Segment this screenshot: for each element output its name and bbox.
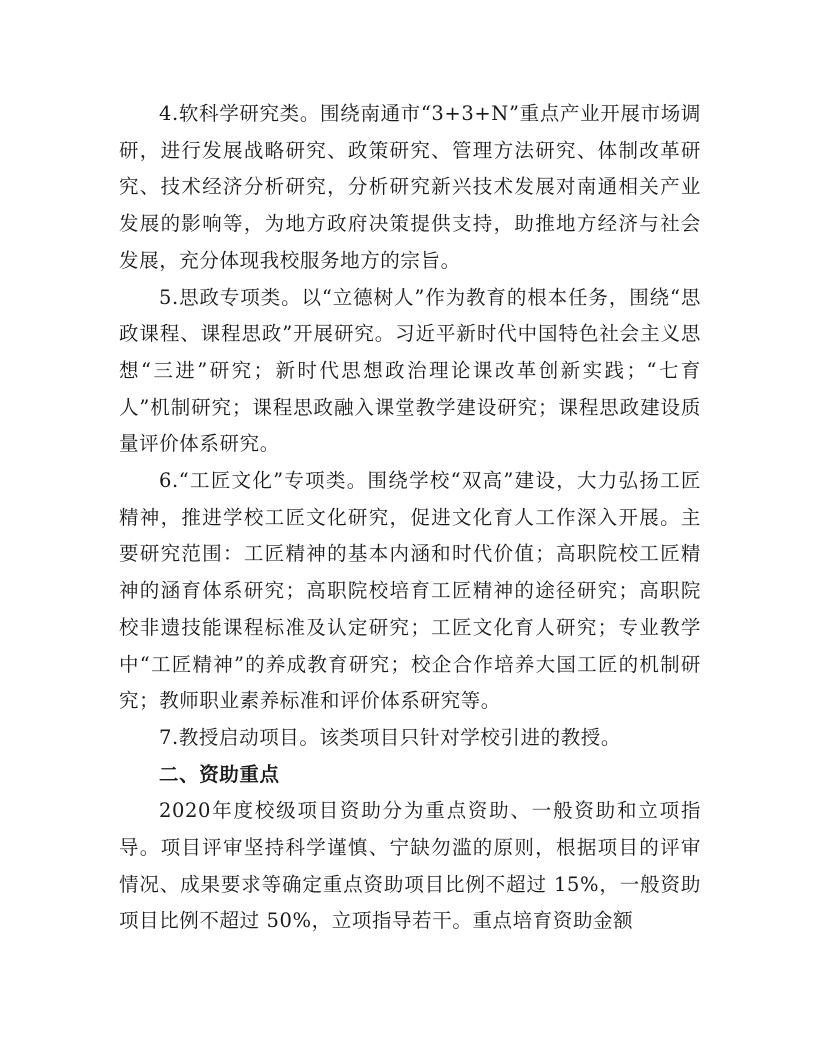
paragraph-soft-science: 4.软科学研究类。围绕南通市“3+3+N”重点产业开展市场调研，进行发展战略研究、政策研究、管理方法研究、体制改革研究、技术经济分析研究，分析研究新兴技术发展对南通相关产业发展的影响等，为地方政府决策提供支持，助推地方经济与社会发展，充分体现我校服务地方的宗旨。 [119,102,701,272]
paragraph-funding-details: 2020年度校级项目资助分为重点资助、一般资助和立项指导。项目评审坚持科学谨慎、宁缺勿滥的原则，根据项目的评审情况、成果要求等确定重点资助项目比例不超过 15%，一般资助项目比例不超过 50%，立项指导若干。重点培育资助金额 [119,799,701,933]
paragraph-ideological-political: 5.思政专项类。以“立德树人”作为教育的根本任务，围绕“思政课程、课程思政”开展研究。习近平新时代中国特色社会主义思想“三进”研究；新时代思想政治理论课改革创新实践；“七育人”机制研究；课程思政融入课堂教学建设研究；课程思政建设质量评价体系研究。 [119,285,701,456]
paragraph-craftsman-culture: 6.“工匠文化”专项类。围绕学校“双高”建设，大力弘扬工匠精神，推进学校工匠文化研究，促进文化育人工作深入开展。主要研究范围：工匠精神的基本内涵和时代价值；高职院校工匠精神的涵育体系研究；高职院校培育工匠精神的途径研究；高职院校非遗技能课程标准及认定研究；工匠文化育人研究；专业教学中“工匠精神”的养成教育研究；校企合作培养大国工匠的机制研究；教师职业素养标准和评价体系研究等。 [119,469,701,713]
document-body [119,96,701,940]
section-heading-funding-focus: 二、资助重点 [159,762,280,786]
paragraph-professor-project: 7.教授启动项目。该类项目只针对学校引进的教授。 [159,725,622,749]
